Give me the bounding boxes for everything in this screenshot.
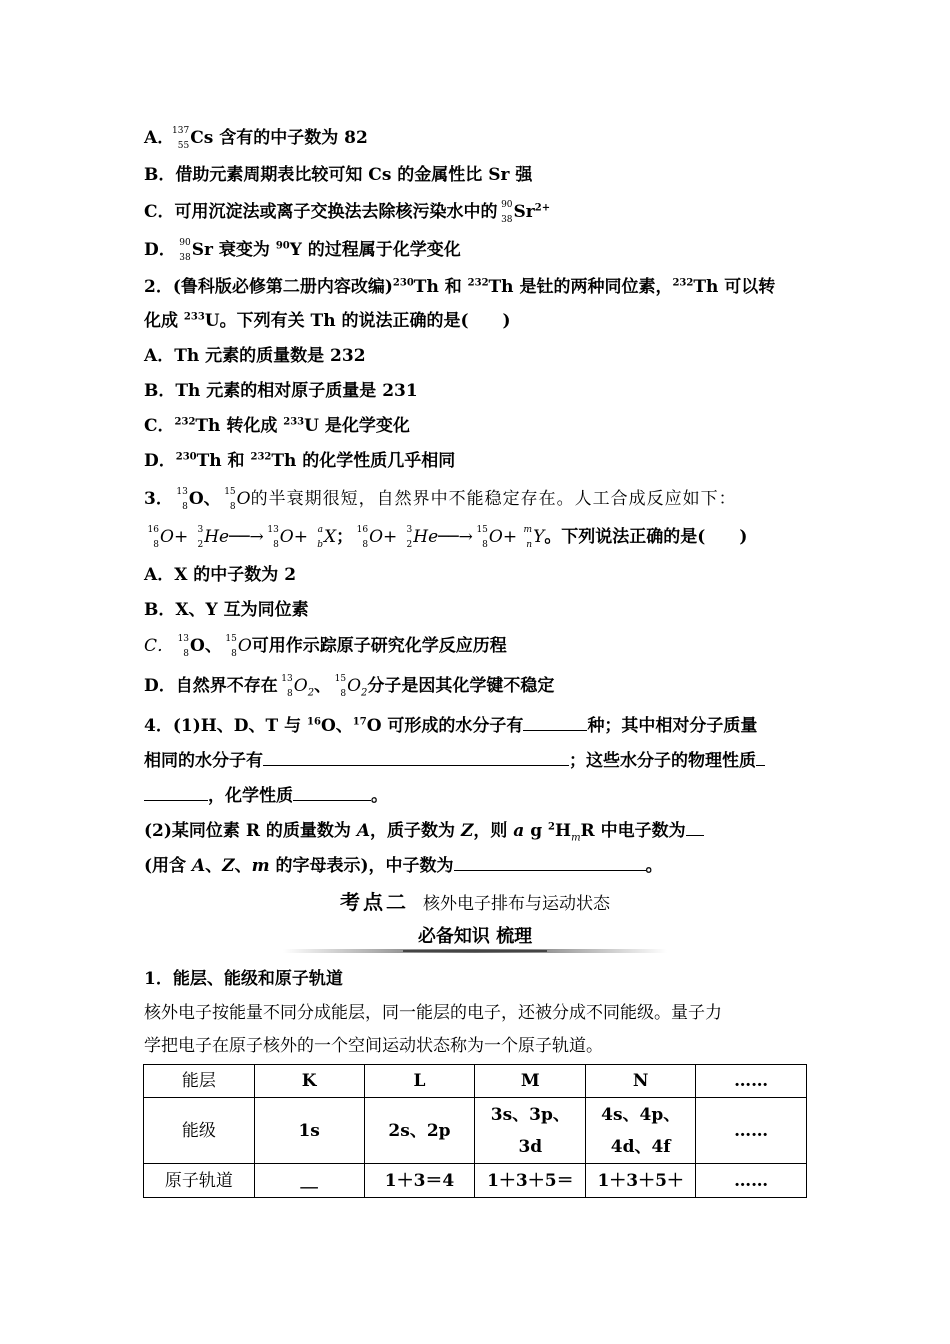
table-cell: 1s <box>254 1098 364 1164</box>
arrow-icon: ──→ <box>229 527 264 547</box>
part1-paragraph-line1: 核外电子按能量不同分成能层，同一能层的电子，还被分成不同能级。量子力 <box>144 1003 722 1023</box>
q3-reaction-line: 16 8 O+ 3 2 He──→ 13 8 O+ a b X； 16 8 O+ 3 2 He──→ 15 8 O+ m n Y。下列说法正确的是( ) <box>144 525 808 550</box>
isotope-notation: a b <box>317 524 323 550</box>
isotope-notation: 13 8 <box>267 524 279 550</box>
table-cell: ＿ <box>254 1164 364 1198</box>
isotope-notation: 3 2 <box>197 524 204 550</box>
table-cell: 1＋3＝4 <box>364 1164 475 1198</box>
part1-heading: 1．能层、能级和原子轨道 <box>144 969 343 989</box>
q2-option-d: D．$^{230}$Th 和 $^{232}$Th 的化学性质几乎相同 <box>144 451 456 471</box>
isotope-notation: 16 8 <box>356 524 369 550</box>
table-cell: 原子轨道 <box>144 1164 255 1198</box>
q2-stem-line2: 化成 $^{233}$U。下列有关 Th 的说法正确的是( ) <box>144 311 511 331</box>
isotope-notation: 13 8 <box>176 486 188 512</box>
section-heading <box>0 886 950 915</box>
isotope-notation: 15 8 <box>476 524 488 550</box>
isotope-notation: 15 8 <box>225 633 237 659</box>
q3-stem-line1: 3． 13 8 O、 15 8 O的半衰期很短，自然界中不能稳定存在。人工合成反应如下： <box>144 486 737 512</box>
q1-option-c: C．可用沉淀法或离子交换法去除核污染水中的 90 38 $Sr^{2+}$ <box>144 199 551 225</box>
table-row <box>144 1098 807 1164</box>
table-row <box>144 1065 807 1098</box>
q3-option-d: D．自然界不存在 13 8 $O_2$、 15 8 $O_2$分子是因其化学键不稳定 <box>144 673 555 699</box>
q4-line5: (用含 A、Z、m 的字母表示)，中子数为 。 <box>144 852 808 878</box>
part1-paragraph-line2: 学把电子在原子核外的一个空间运动状态称为一个原子轨道。 <box>144 1036 603 1056</box>
energy-level-table <box>143 1064 807 1198</box>
knowledge-banner <box>283 922 667 952</box>
q3-option-b: B．X、Y 互为同位素 <box>144 600 309 620</box>
q2-option-a: A．Th 元素的质量数是 232 <box>144 346 366 366</box>
table-cell: L <box>364 1065 475 1098</box>
answer-blank[interactable] <box>686 817 704 836</box>
q4-line2: 相同的水分子有 ；这些水分子的物理性质 <box>144 747 808 773</box>
q4-line4: (2)某同位素 R 的质量数为 A，质子数为 Z，则 a g $^2H_mR$ 中电子数为 <box>144 817 808 843</box>
table-cell: …… <box>696 1164 807 1198</box>
section-subtitle: 核外电子排布与运动状态 <box>423 894 610 914</box>
q1-option-a: A． 137 55 Cs 含有的中子数为 82 <box>144 125 368 151</box>
q1-option-d: D． 90 38 Sr 衰变为 $^{90}$Y 的过程属于化学变化 <box>144 237 461 263</box>
answer-blank[interactable] <box>756 747 765 766</box>
isotope-notation: 90 38 <box>179 237 191 263</box>
arrow-icon: ──→ <box>438 527 473 547</box>
table-cell: 能层 <box>144 1065 255 1098</box>
table-cell: K <box>254 1065 364 1098</box>
isotope-notation: 16 8 <box>147 524 159 550</box>
isotope-notation: 137 55 <box>172 125 190 151</box>
isotope-notation: 15 8 <box>334 673 347 699</box>
isotope-notation: 13 8 <box>281 673 293 699</box>
q1-option-b: B．借助元素周期表比较可知 Cs 的金属性比 Sr 强 <box>144 165 533 185</box>
isotope-notation: 13 8 <box>177 633 190 659</box>
q3-option-c: C． 13 8 O、 15 8 O可用作示踪原子研究化学反应历程 <box>144 633 507 659</box>
banner-underline-accent <box>403 950 547 952</box>
table-cell: 能级 <box>144 1098 255 1164</box>
isotope-notation: 3 2 <box>406 524 413 550</box>
table-cell: …… <box>696 1098 807 1164</box>
table-row <box>144 1164 807 1198</box>
answer-blank[interactable] <box>293 782 371 801</box>
table-cell: 1＋3＋5＝ <box>475 1164 586 1198</box>
answer-blank[interactable] <box>144 782 208 801</box>
table-cell: …… <box>696 1065 807 1098</box>
table-cell: 3s、3p、3d <box>475 1098 586 1164</box>
isotope-notation: 15 8 <box>224 486 236 512</box>
q2-stem-line1: 2．(鲁科版必修第二册内容改编)$^{230}$Th 和 $^{232}$Th 是钍的两种同位素，$^{232}$Th 可以转 <box>144 277 776 297</box>
answer-blank[interactable] <box>523 712 587 731</box>
banner-label: 必备知识 梳理 <box>417 926 533 947</box>
q2-option-b: B．Th 元素的相对原子质量是 231 <box>144 381 418 401</box>
section-title: 考点二 <box>340 890 409 914</box>
table-cell: N <box>586 1065 696 1098</box>
table-cell: M <box>475 1065 586 1098</box>
q2-option-c: C．$^{232}$Th 转化成 $^{233}$U 是化学变化 <box>144 416 410 436</box>
isotope-notation: m n <box>523 524 533 550</box>
answer-blank[interactable] <box>454 852 646 871</box>
isotope-notation: 90 38 <box>501 199 513 225</box>
table-cell: 1＋3＋5＋ <box>586 1164 696 1198</box>
table-cell: 4s、4p、4d、4f <box>586 1098 696 1164</box>
q3-option-a: A．X 的中子数为 2 <box>144 565 297 585</box>
table-cell: 2s、2p <box>364 1098 475 1164</box>
answer-blank[interactable] <box>263 747 569 766</box>
q4-line3: ，化学性质 。 <box>144 782 808 808</box>
q4-line1: 4．(1)H、D、T 与 $^{16}$O、$^{17}$O 可形成的水分子有 种；其中相对分子质量 <box>144 712 808 738</box>
